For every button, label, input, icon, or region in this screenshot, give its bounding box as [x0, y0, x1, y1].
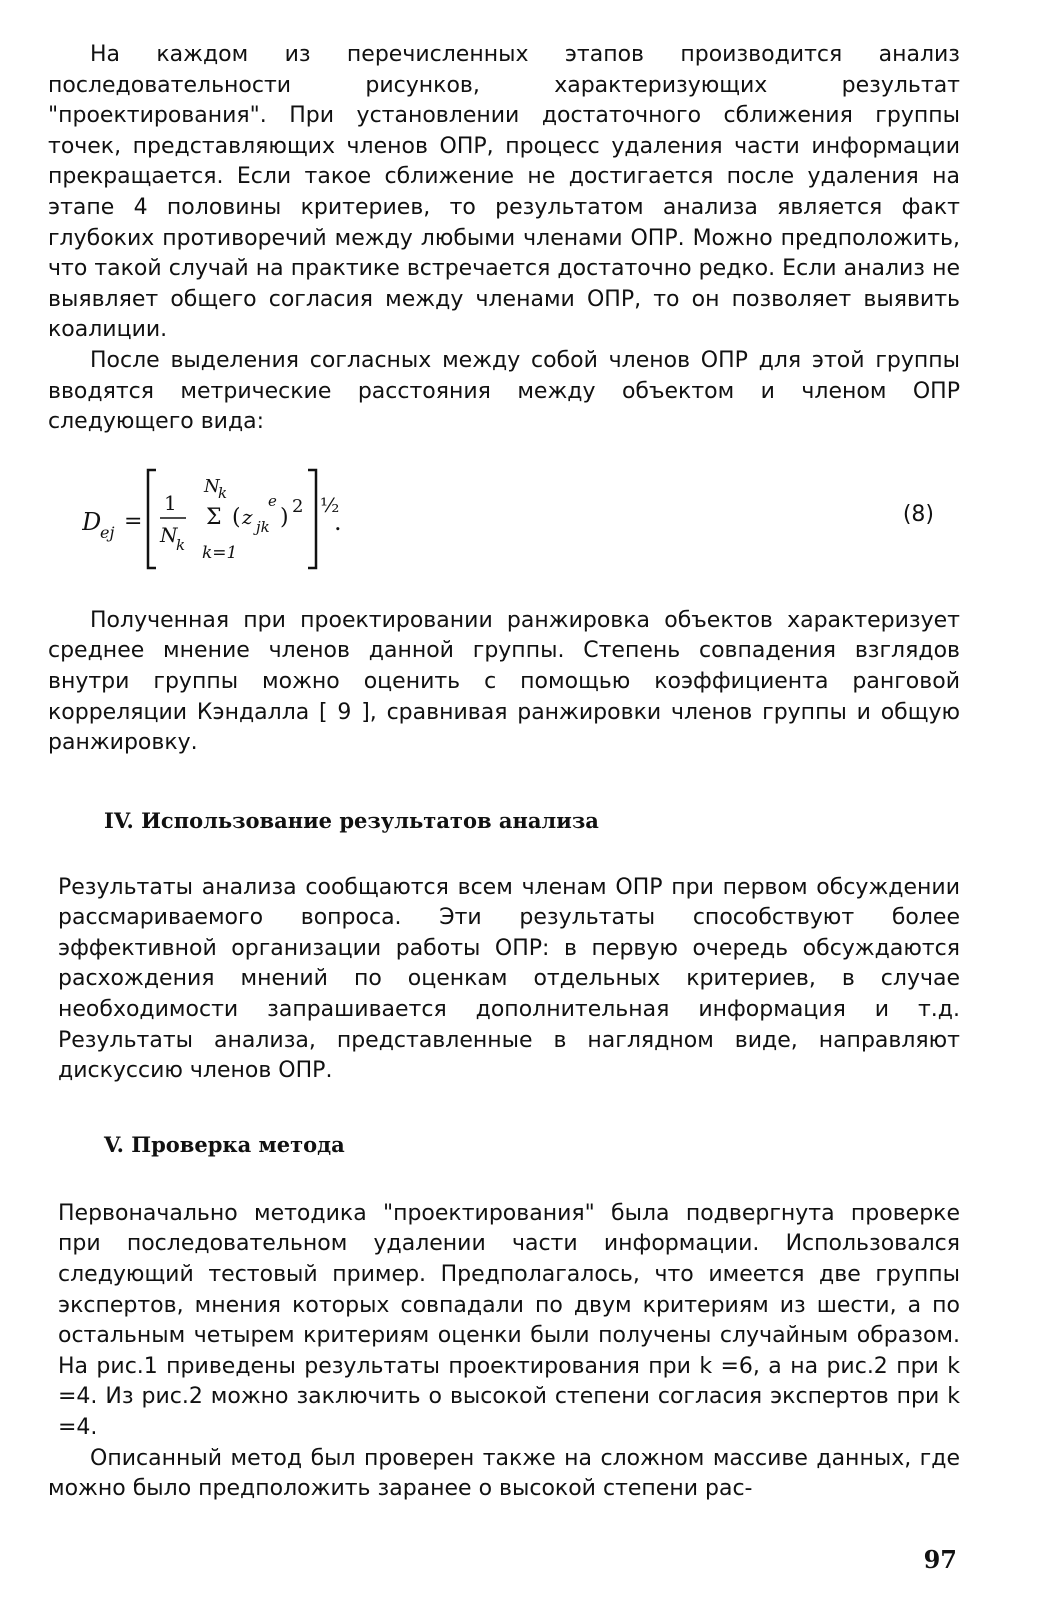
paragraph-verification: Первоначально методика "проектирования" была подвергнута проверке при последовательном удалении части информации. Использовался следующий тестовый пример. Предполагалось, что имеется две группы экспертов, мнения которых совпадали по двум критериям из шести, а по остальным четырем критериям оценки были получены случайным образом. На рис.1 приведены результаты проектирования при k =6, а на рис.2 при k =4. Из рис.2 можно заключить о высокой степени согласия экспертов при k =4.: [58, 1200, 960, 1440]
formula-trailing-dot: .: [334, 507, 342, 536]
left-bracket: [148, 470, 156, 568]
formula-equals: =: [124, 508, 143, 534]
fraction-numerator: 1: [164, 490, 177, 515]
formula-graphic: [82, 460, 502, 578]
formula-lhs: D: [82, 507, 102, 536]
formula-8: [48, 460, 960, 578]
section-heading-verification: V. Проверка метода: [104, 1131, 345, 1157]
right-bracket: [308, 470, 316, 568]
equation-number: (8): [902, 501, 934, 527]
document-page: [48, 40, 960, 1505]
term-subscript: jk: [256, 517, 270, 536]
paragraph-complex-data: Описанный метод был проверен также на сложном массиве данных, где можно было предположить заранее о высокой степени рас-: [48, 1445, 960, 1502]
inner-power: 2: [292, 495, 304, 517]
formula-term: z: [242, 504, 253, 529]
paragraph-results-usage: Результаты анализа сообщаются всем членам ОПР при первом обсуждении рассмариваемого вопроса. Эти результаты способствуют более эффективной организации работы ОПР: в первую очередь обсуждаются расхождения мнений по оценкам отдельных критериев, в случае необходимости запрашивается дополнительная информация и т.д. Результаты анализа, представленные в наглядном виде, направляют дискуссию членов ОПР.: [58, 874, 960, 1084]
section-heading-usage: IV. Использование результатов анализа: [104, 807, 599, 833]
paragraph-stage-analysis: На каждом из перечисленных этапов производится анализ последовательности рисунков, характеризующих результат "проектирования". При установлении достаточного сближения группы точек, представляющих членов ОПР, процесс удаления части информации прекращается. Если такое сближение не достигается после удаления на этапе 4 половины критериев, то результатом анализа является факт глубоких противоречий между любыми членами ОПР. Можно предположить, что такой случай на практике встречается достаточно редко. Если анализ не выявляет общего согласия между членами ОПР, то он позволяет выявить коалиции.: [48, 42, 960, 343]
close-paren: ): [280, 504, 289, 530]
page-number: 97: [923, 1545, 957, 1574]
outer-power: ½: [320, 492, 340, 517]
formula-lhs-subscript: ej: [100, 522, 115, 542]
sum-upper-limit-subscript: k: [218, 483, 228, 502]
sum-lower-limit: k=1: [202, 542, 238, 563]
paragraph-metric-intro: После выделения согласных между собой членов ОПР для этой группы вводятся метрические расстояния между объектом и членом ОПР следующего вида:: [48, 347, 960, 435]
sum-upper-limit: N: [204, 475, 220, 497]
fraction-denominator-subscript: k: [176, 535, 186, 554]
open-paren: (: [232, 504, 241, 530]
term-superscript: e: [268, 491, 277, 510]
fraction-denominator: N: [160, 522, 178, 547]
paragraph-ranking: Полученная при проектировании ранжировка объектов характеризует среднее мнение членов данной группы. Степень совпадения взглядов внутри группы можно оценить с помощью коэффициента ранговой корреляции Кэндалла [ 9 ], сравнивая ранжировки членов группы и общую ранжировку.: [48, 607, 960, 756]
sum-symbol: Σ: [206, 504, 222, 530]
